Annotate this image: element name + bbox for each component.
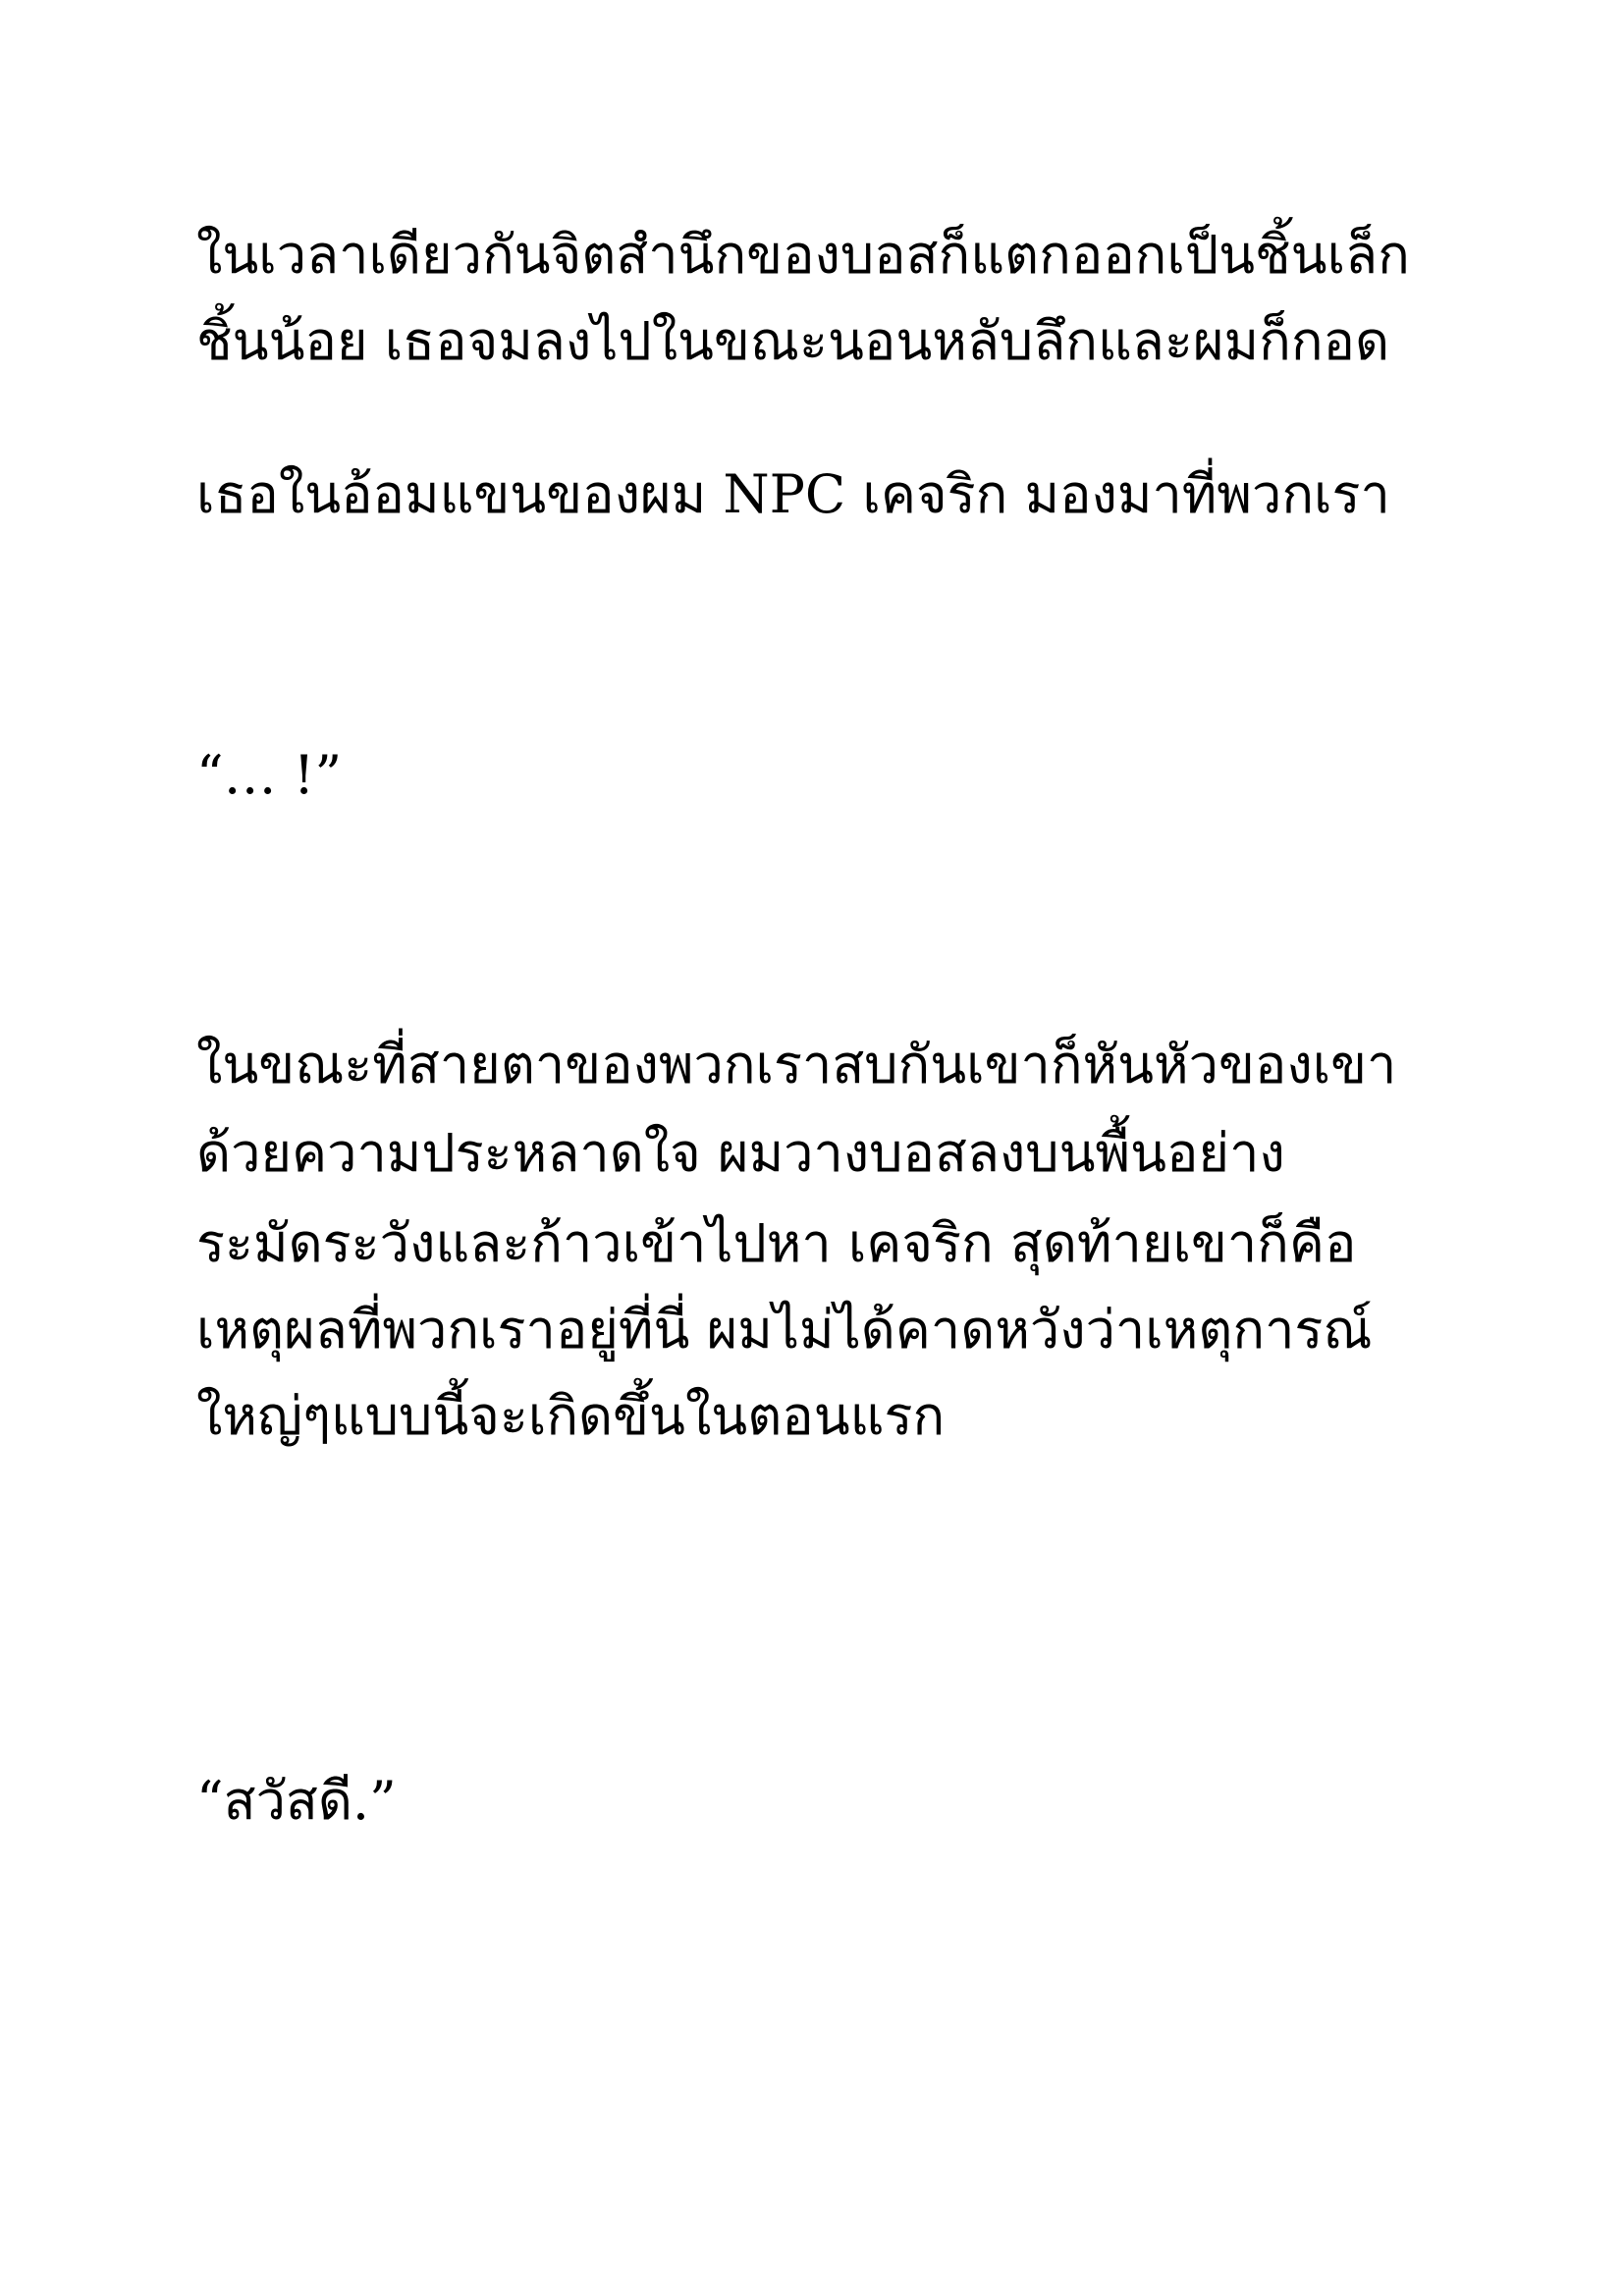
- paragraph-2-line-2: ด้วยความประหลาดใจ ผมวางบอสลงบนพื้นอย่าง: [196, 1122, 1285, 1184]
- paragraph-1-line-3: เธอในอ้อมแขนของผม NPC เคจริก มองมาที่พวกเรา: [196, 463, 1390, 525]
- paragraph-2-line-1: ในขณะที่สายตาของพวกเราสบกันเขาก็หันหัวของเขา: [196, 1034, 1397, 1095]
- dialogue-greeting: “สวัสดี.”: [196, 1770, 397, 1832]
- paragraph-1-line-2: ชิ้นน้อย เธอจมลงไปในขณะนอนหลับลึกและผมก็กอด: [196, 310, 1390, 372]
- paragraph-2-line-5: ใหญ่ๆแบบนี้จะเกิดขึ้นในตอนแรก: [196, 1385, 946, 1447]
- paragraph-2-line-3: ระมัดระวังและก้าวเข้าไปหา เคจริก สุดท้ายเขาก็คือ: [196, 1212, 1357, 1274]
- paragraph-1-line-1: ในเวลาเดียวกันจิตสำนึกของบอสก็แตกออกเป็นชิ้นเล็ก: [196, 224, 1410, 286]
- paragraph-2-line-4: เหตุผลที่พวกเราอยู่ที่นี่ ผมไม่ได้คาดหวังว่าเหตุการณ์: [196, 1299, 1373, 1361]
- dialogue-exclamation: “… !”: [196, 744, 343, 806]
